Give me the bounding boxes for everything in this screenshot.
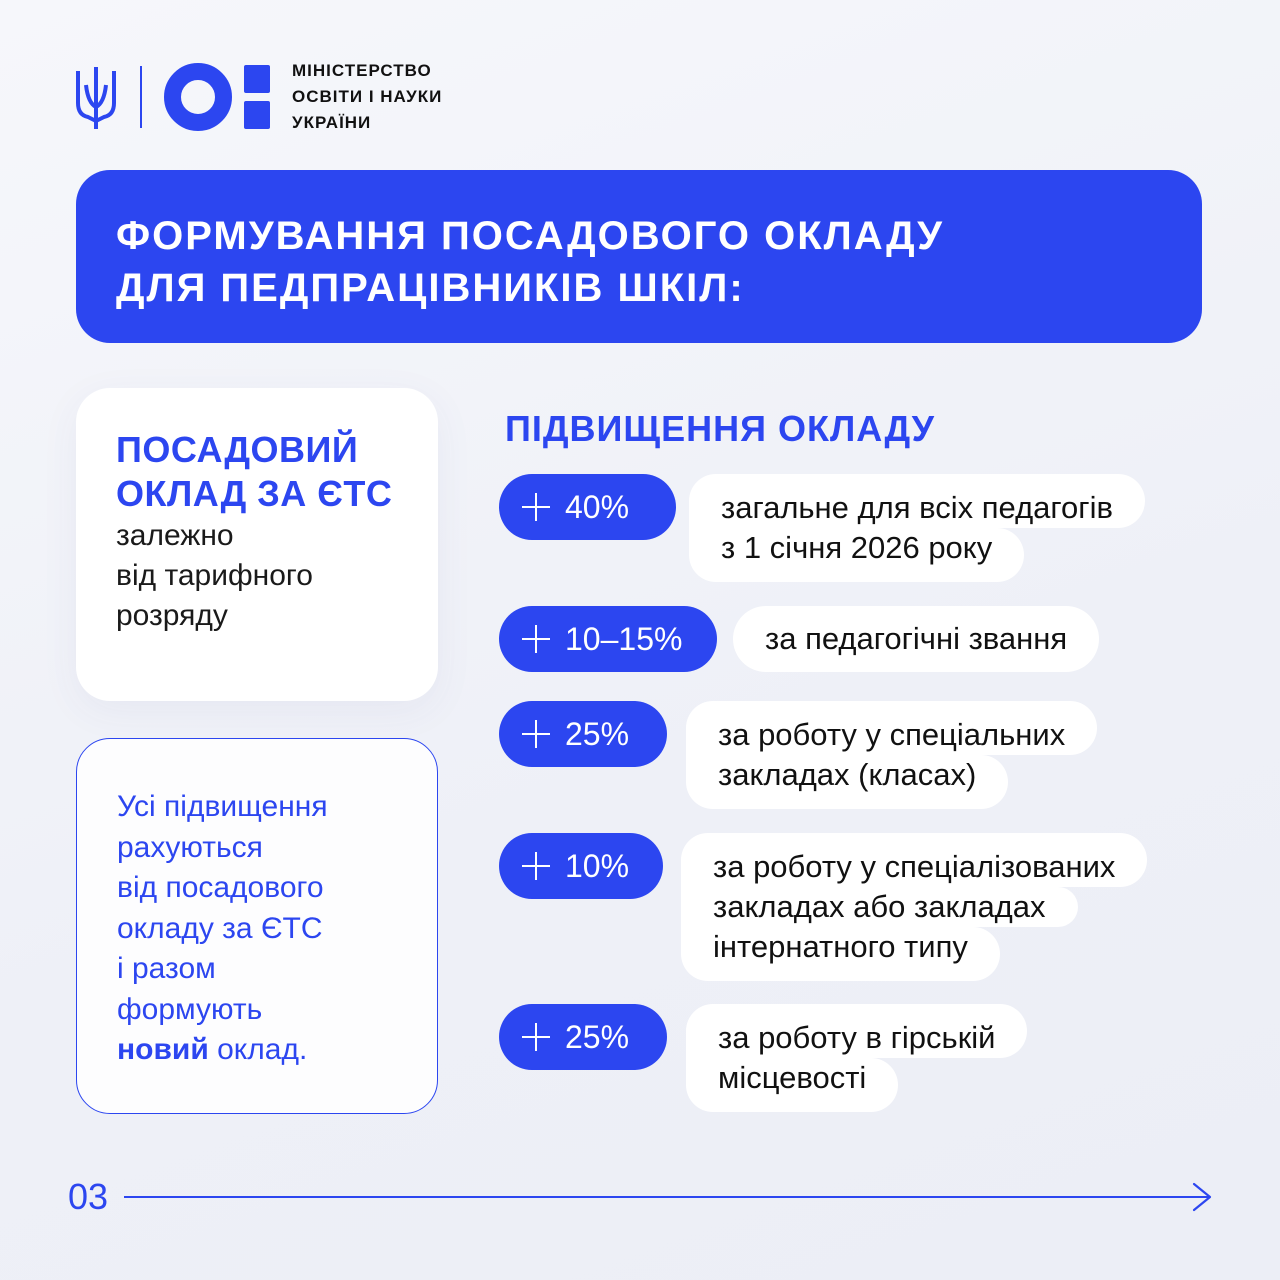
increase-description <box>689 474 1145 582</box>
increase-pill <box>499 474 676 540</box>
increase-value: 40% <box>565 488 630 525</box>
salary-card-text: залежно <box>116 519 234 552</box>
note-line: від посадового <box>117 871 324 904</box>
mon-logo-icon <box>164 63 270 131</box>
salary-card-text: від тарифного <box>116 559 313 592</box>
salary-card-text: розряду <box>116 599 228 632</box>
note-card <box>76 738 438 1114</box>
salary-card <box>76 388 438 701</box>
salary-card-title: ОКЛАД ЗА ЄТС <box>116 473 393 514</box>
note-bold-word: новий <box>117 1033 209 1066</box>
increase-description-line: за роботу в гірській <box>686 1004 1027 1058</box>
note-line: Усі підвищення <box>117 790 328 823</box>
ministry-line: МІНІСТЕРСТВО <box>292 61 432 80</box>
increase-description <box>681 833 1147 981</box>
increase-description-line: за роботу у спеціальних <box>686 701 1097 755</box>
increase-description-line: місцевості <box>686 1058 898 1112</box>
banner-title-line: ФОРМУВАННЯ ПОСАДОВОГО ОКЛАДУ <box>116 214 944 258</box>
salary-card-title: ПОСАДОВИЙ <box>116 429 359 470</box>
header-divider <box>140 66 142 128</box>
increase-description-line: за педагогічні звання <box>733 606 1099 672</box>
increase-pill <box>499 701 667 767</box>
note-last-line <box>117 1030 397 1071</box>
increase-description-line: за роботу у спеціалізованих <box>681 833 1147 887</box>
mon-logo-circle <box>164 63 232 131</box>
mon-logo-bar-bottom <box>244 101 270 129</box>
increase-description <box>686 1004 1027 1112</box>
note-last-rest: оклад. <box>208 1033 308 1066</box>
mon-logo-bar-top <box>244 65 270 93</box>
increase-value: 10–15% <box>565 620 683 657</box>
increase-description <box>733 606 1099 672</box>
banner-title-line: ДЛЯ ПЕДПРАЦІВНИКІВ ШКІЛ: <box>116 266 745 310</box>
note-line: і разом <box>117 952 216 985</box>
increase-description-line: загальне для всіх педагогів <box>689 474 1145 528</box>
ministry-line: ОСВІТИ І НАУКИ <box>292 87 443 106</box>
plus-icon <box>521 624 551 654</box>
increase-value: 10% <box>565 847 630 884</box>
increase-description <box>686 701 1097 809</box>
header <box>74 62 442 132</box>
ministry-name <box>292 58 442 136</box>
plus-icon <box>521 492 551 522</box>
increase-description-line: з 1 січня 2026 року <box>689 528 1024 582</box>
note-line: окладу за ЄТС <box>117 911 323 945</box>
arrow-right-icon <box>1190 1182 1214 1212</box>
note-line: формують <box>117 992 263 1026</box>
plus-icon <box>521 1022 551 1052</box>
title-banner <box>76 170 1202 343</box>
increase-pill <box>499 833 663 899</box>
page-number: 03 <box>68 1176 109 1217</box>
footer-line <box>124 1196 1210 1198</box>
trident-icon <box>74 63 118 131</box>
increase-pill <box>499 606 717 672</box>
increase-value: 25% <box>565 715 630 752</box>
plus-icon <box>521 851 551 881</box>
increase-value: 25% <box>565 1018 630 1055</box>
ministry-line: УКРАЇНИ <box>292 113 372 132</box>
increase-pill <box>499 1004 667 1070</box>
increase-description-line: закладах (класах) <box>686 755 1008 809</box>
plus-icon <box>521 719 551 749</box>
note-line: рахуються <box>117 830 263 864</box>
increase-description-line: закладах або закладах <box>681 887 1078 927</box>
increase-description-line: інтернатного типу <box>681 927 1000 981</box>
increases-title: ПІДВИЩЕННЯ ОКЛАДУ <box>505 408 936 449</box>
